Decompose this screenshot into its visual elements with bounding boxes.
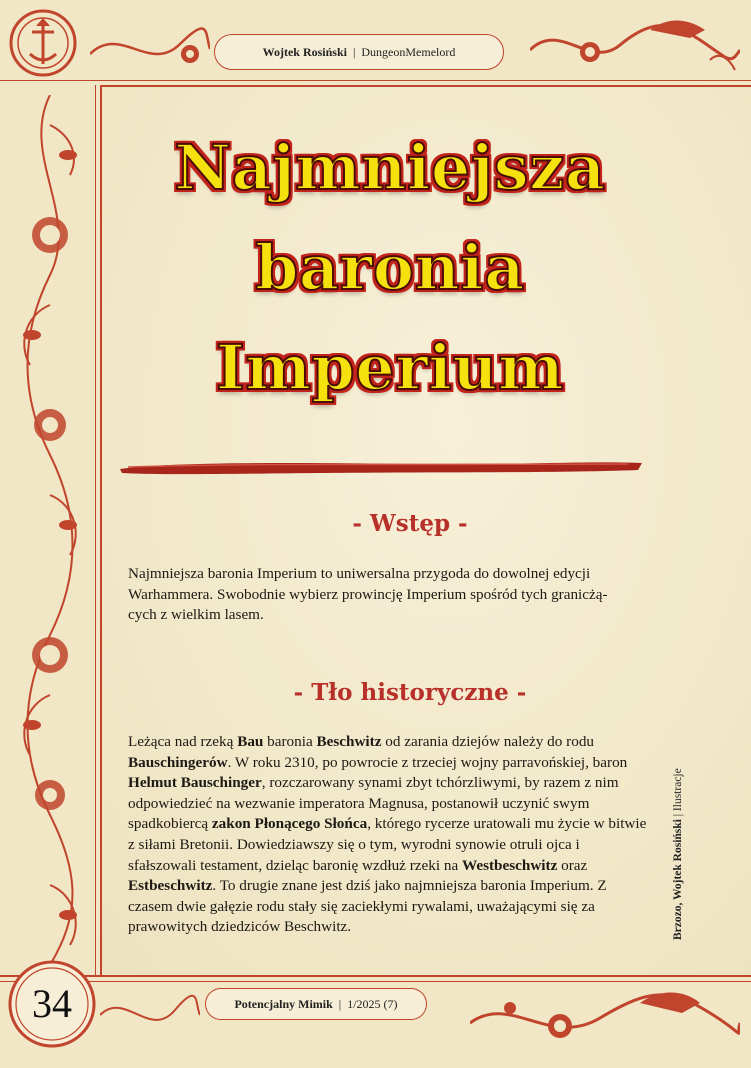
intro-line-2: Warhammera. Swobodnie wybierz prowincję Imperium spośród tych granicżą- — [128, 585, 608, 603]
dragon-ornament-icon — [530, 10, 740, 80]
section-heading-intro: - Wstęp - — [352, 510, 468, 537]
history-bold-term: Helmut Bauschinger — [128, 774, 262, 792]
history-bold-term: Beschwitz — [316, 733, 382, 750]
history-text: . To drugie znane jest dziś jako najmniejsza baronia Imperium. Z czasem dwie gałęzie rodu stały się zaciekłymi rywalami, uważającymi się za prawowitych dziedziców Beschwitz. — [128, 877, 607, 936]
floral-side-ornament — [10, 95, 90, 965]
header-author: Wojtek Rosiński — [262, 44, 347, 59]
section-heading-history: - Tło historyczne - — [293, 679, 527, 706]
title-line-1: Najmniejsza — [174, 131, 606, 204]
title-line-3: Imperium — [215, 331, 565, 404]
intro-paragraph — [128, 564, 648, 626]
page-number: 34 — [32, 980, 72, 1026]
credit-names: Brzozo, Wojtek Rosiński — [672, 819, 684, 940]
intro-line-3: cych z wielkim lasem. — [128, 606, 264, 624]
title-line-2: baronia — [255, 231, 525, 304]
history-text: od zarania dziejów należy do rodu — [381, 733, 595, 750]
history-paragraph — [128, 732, 648, 938]
history-bold-term: zakon Płonącego Słońca — [211, 815, 368, 833]
scroll-ornament-icon — [90, 14, 210, 74]
history-text: , którego rycerze uratowali mu życie w bitwie z siłami Bretonii. Dowiedziawszy się o tym, wyrodni synowie otruli ojca i sfałszowali testament, dzieląc baronię wzdłuż rzeki na — [128, 815, 647, 874]
history-text: , rozczarowany synami zbyt tchórzliwymi, by razem z nim odpowiedzieć na wezwanie imperatora Magnusa, postanowił uczynić swym spadkobiercą — [128, 774, 619, 833]
emblem-icon — [8, 8, 78, 78]
footer-separator: | — [338, 996, 342, 1011]
intro-line-1: Najmniejsza baronia Imperium to uniwersalna przygoda do dowolnej edycji — [128, 565, 591, 582]
dragon-footer-ornament-icon — [470, 978, 740, 1058]
article-title — [110, 118, 670, 418]
footer-magazine: Potencjalny Mimik — [234, 996, 333, 1011]
history-bold-term: Bauschingerów — [128, 753, 228, 771]
footer-issue: 1/2025 (7) — [347, 996, 398, 1011]
history-text: baronia — [263, 733, 317, 750]
header-handle: DungeonMemelord — [361, 44, 456, 59]
footer-magazine-plaque — [205, 988, 427, 1020]
history-bold-term: Estbeschwitz — [128, 877, 213, 895]
history-bold-term: Bau — [237, 733, 264, 750]
vine-footer-ornament-icon — [100, 985, 200, 1045]
illustration-credit — [672, 720, 690, 940]
history-text: oraz — [557, 856, 588, 874]
history-text: . W roku 2310, po powrocie z trzeciej wojny parravońskiej, baron — [227, 753, 628, 771]
history-bold-term: Westbeschwitz — [461, 856, 558, 874]
header-author-plaque — [214, 34, 504, 70]
header-separator: | — [352, 44, 356, 59]
credit-separator: | — [672, 813, 684, 817]
history-text: Leżąca nad rzeką — [128, 733, 238, 750]
brush-stroke-divider — [118, 457, 644, 477]
credit-role: Ilustracje — [672, 768, 684, 812]
